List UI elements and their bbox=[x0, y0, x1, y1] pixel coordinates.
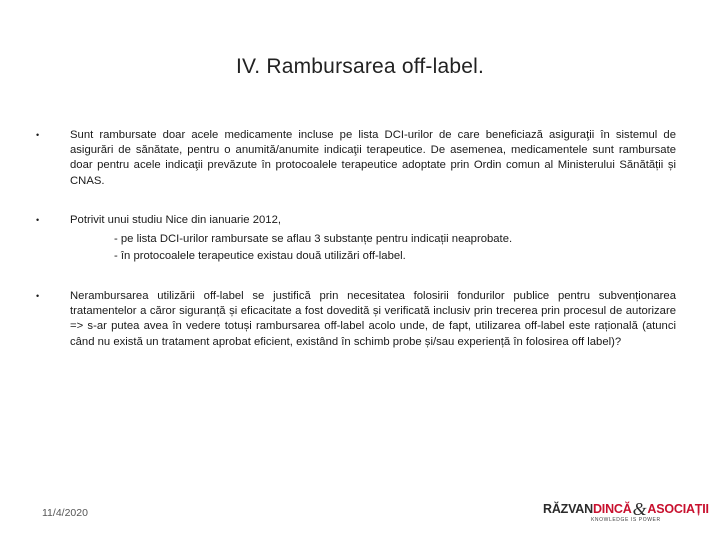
bullet-item-nice-study bbox=[36, 213, 676, 265]
ampersand-icon: & bbox=[632, 499, 647, 519]
sub-item: - pe lista DCI-urilor rambursate se aflau 3 substanțe pentru indicații neaprobate. bbox=[114, 233, 513, 246]
bullet-item-non-reimbursement bbox=[36, 289, 676, 350]
slide-title: IV. Rambursarea off-label. bbox=[235, 55, 484, 78]
bullet-list bbox=[36, 128, 676, 372]
bullet-icon: • bbox=[36, 130, 40, 140]
sub-item: - în protocoalele terapeutice existau două utilizări off-label. bbox=[114, 250, 406, 263]
logo-name-part: DINCĂ bbox=[592, 502, 632, 516]
footer-date: 11/4/2020 bbox=[42, 507, 88, 519]
logo-name-part: RĂZVAN bbox=[543, 502, 593, 516]
bullet-item-reimbursement-rules bbox=[36, 128, 676, 189]
company-logo bbox=[543, 496, 708, 526]
bullet-icon: • bbox=[36, 214, 40, 225]
bullet-text: Potrivit unui studiu Nice din ianuarie 2012, bbox=[70, 213, 282, 226]
sub-list bbox=[70, 231, 676, 265]
logo-name-part: ASOCIAȚII bbox=[647, 502, 709, 516]
bullet-icon: • bbox=[36, 291, 40, 302]
bullet-text: Nerambursarea utilizării off-label se justifică prin necesitatea folosirii fondurilor publice pentru subvenționarea tratamentelor a căror siguranță și eficacitate a fost dovedită și verificată inclusiv prin trecerea prin procesul de autorizare => s-ar putea avea în vedere totuși rambursarea off-label acolo unde, de fapt, utilizarea off-label este rațională (atunci când nu există un tratament aprobat eficient, existând în schimb probe și/sau experiență în folosirea off label)? bbox=[70, 290, 676, 348]
bullet-text: Sunt rambursate doar acele medicamente incluse pe lista DCI-urilor de care beneficiază asiguraţii în sistemul de asigurări de sănătate, pentru o anumită/anumite indicaţii terapeutice. De asemenea, medicamentele sunt rambursate doar pentru acele indicaţii prevăzute în protocoalele terapeutice adoptate prin Ordin comun al Ministerului Sănătății și CNAS. bbox=[70, 129, 676, 187]
logo-tagline: KNOWLEDGE IS POWER bbox=[591, 517, 661, 523]
